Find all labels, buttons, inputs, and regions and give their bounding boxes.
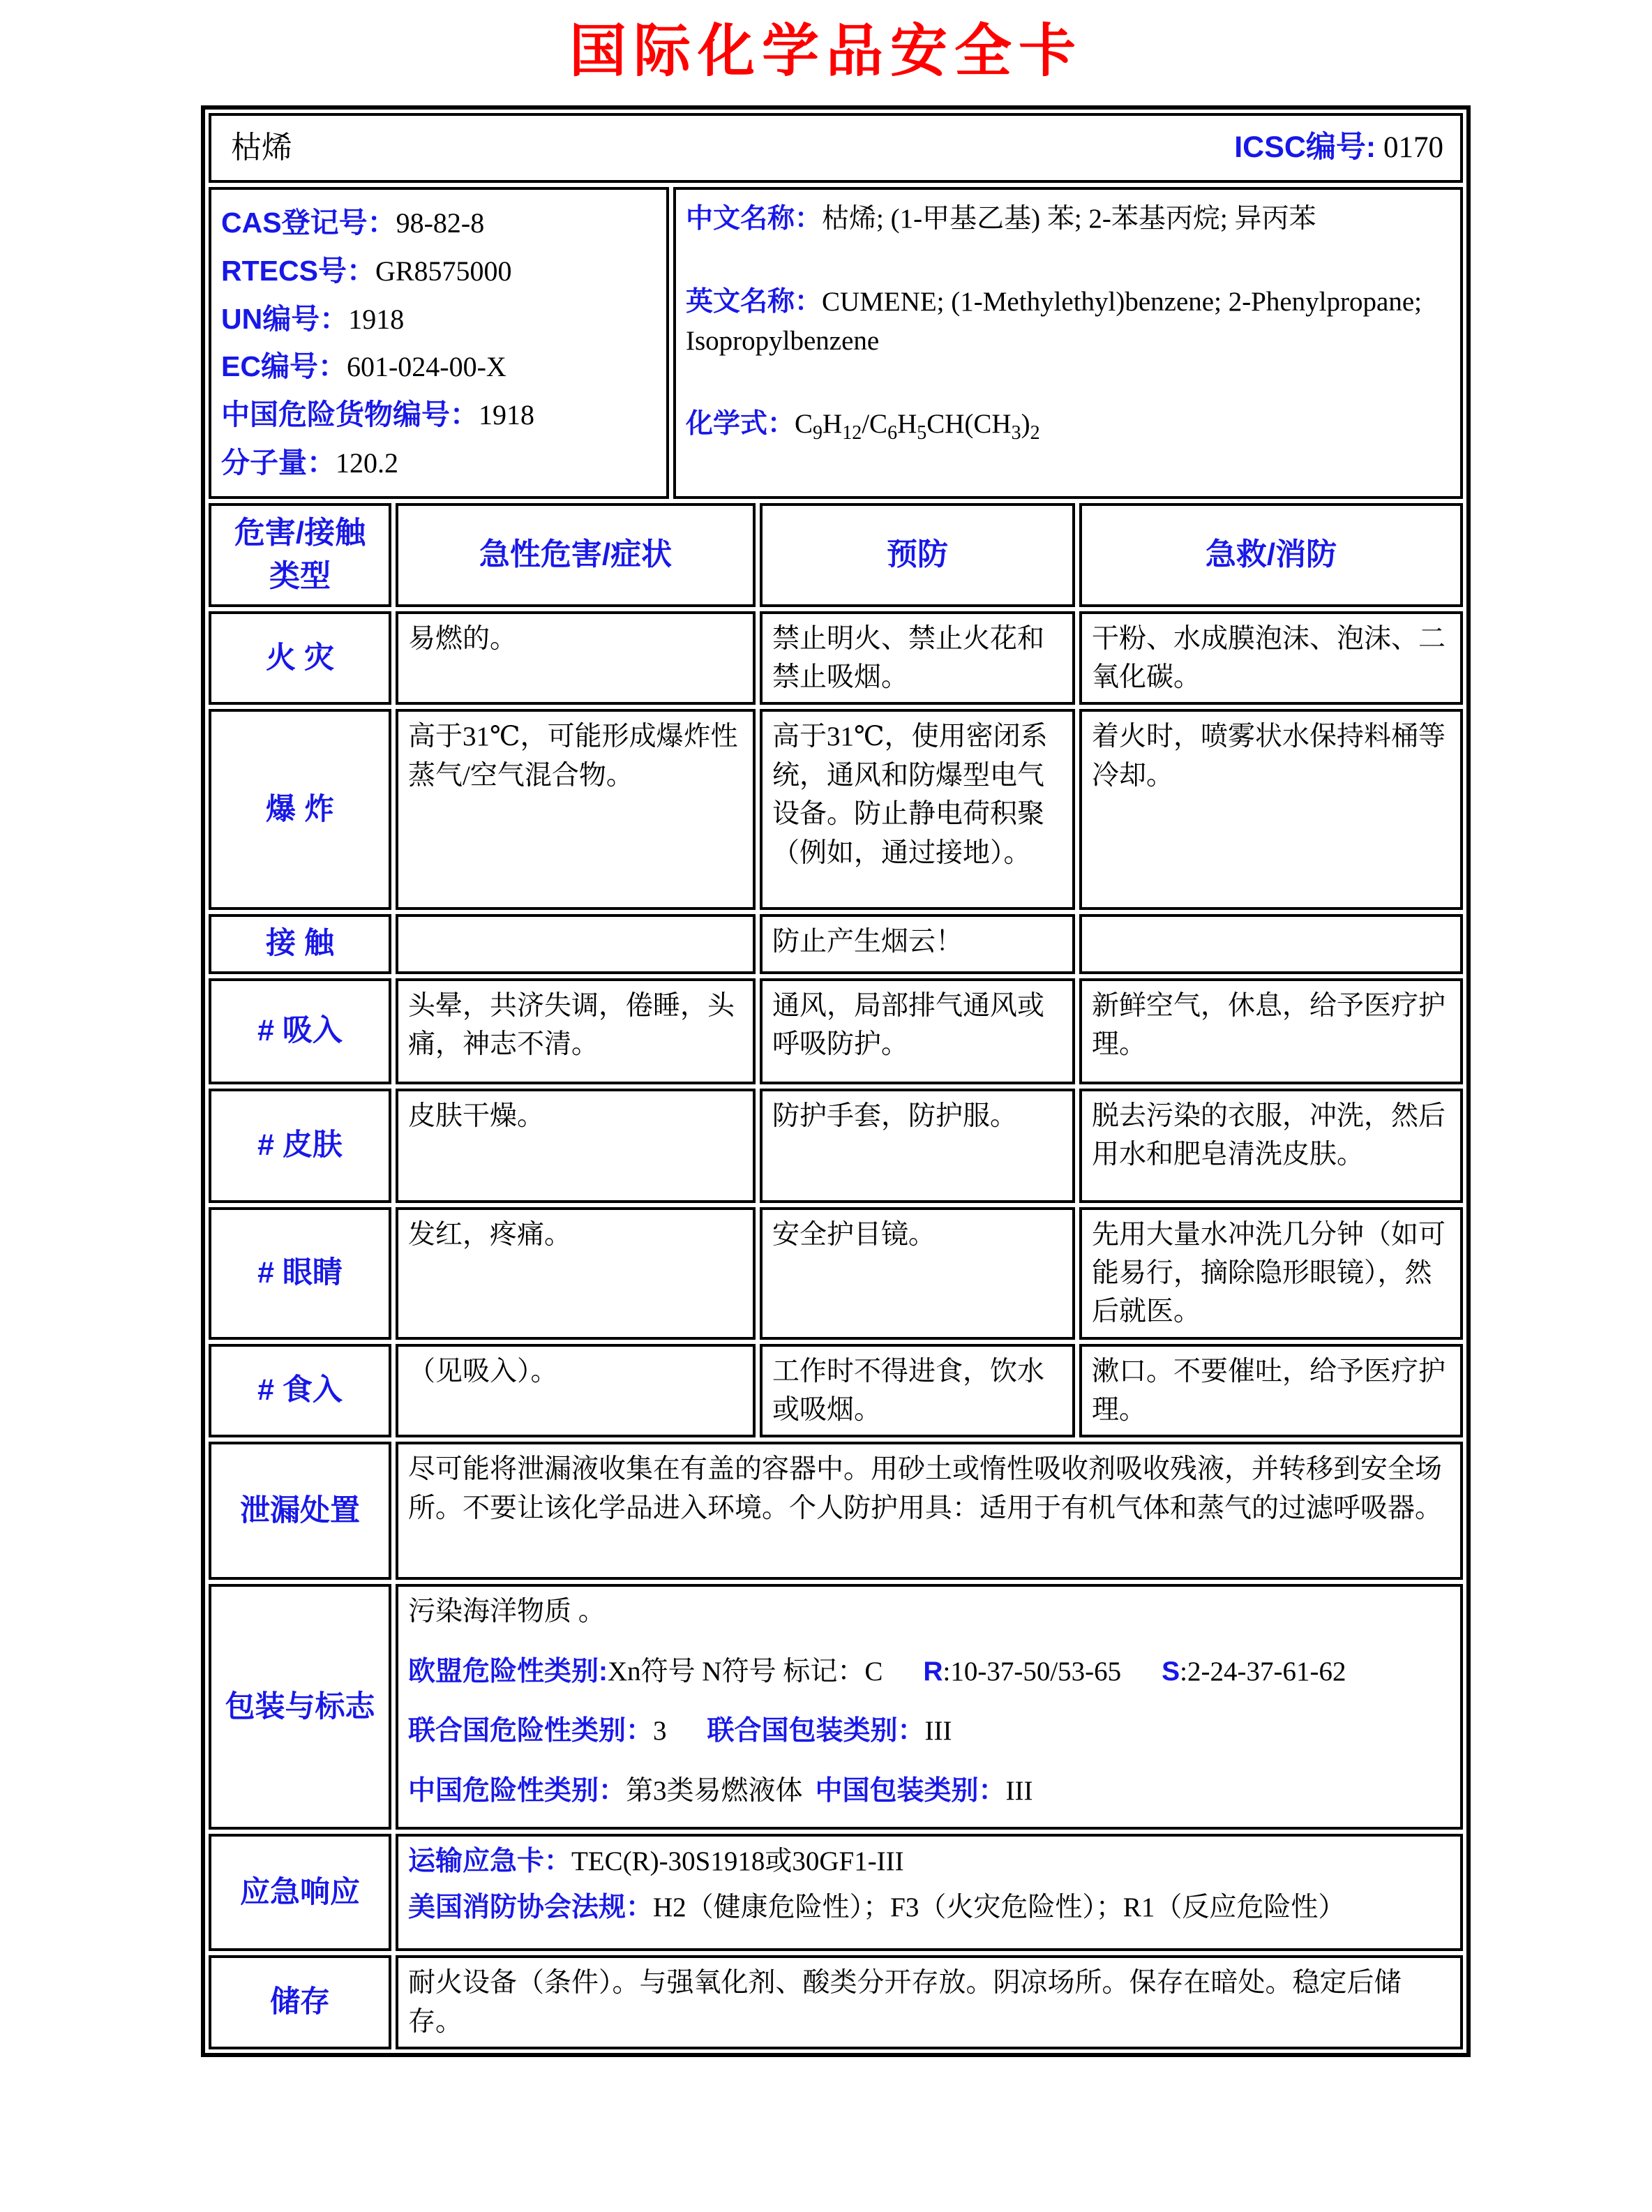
row-label-spillage: 泄漏处置 [209, 1442, 391, 1580]
un-line [221, 299, 656, 340]
row-label-storage: 储存 [209, 1955, 391, 2049]
rtecs-value: GR8575000 [375, 255, 512, 287]
fire-symptoms: 易燃的。 [396, 611, 756, 705]
un-classification-line [408, 1712, 1450, 1750]
formula-label: 化学式： [686, 409, 795, 440]
hazard-table [209, 503, 1463, 2049]
cas-value: 98-82-8 [396, 207, 485, 239]
english-name-label: 英文名称： [686, 287, 823, 317]
cn-dangerous-goods-label: 中国危险货物编号： [221, 398, 479, 431]
marine-pollutant: 污染海洋物质 。 [408, 1597, 606, 1627]
identifiers-cell [209, 187, 669, 499]
inhalation-symptoms: 头晕，共济失调，倦睡，头痛，神志不清。 [396, 978, 756, 1084]
ingestion-prevention: 工作时不得进食，饮水或吸烟。 [760, 1344, 1075, 1438]
cn-pack-label: 中国包装类别： [815, 1775, 1006, 1806]
names-cell [673, 187, 1463, 499]
eyes-response: 先用大量水冲洗几分钟（如可能易行，摘除隐形眼镜），然后就医。 [1079, 1207, 1463, 1340]
formula-sub: 5 [917, 421, 927, 444]
cas-label: CAS登记号： [221, 207, 396, 239]
emergency-content [396, 1834, 1463, 1951]
icsc-label: ICSC编号: [1234, 130, 1376, 165]
hazard-header-symptoms: 急性危害/症状 [396, 503, 756, 607]
formula-part: H [823, 409, 843, 440]
formula-part: C [795, 409, 813, 440]
un-pack-value: III [924, 1716, 952, 1747]
row-label-emergency: 应急响应 [209, 1834, 391, 1951]
r-phrases-value: :10-37-50/53-65 [943, 1656, 1122, 1687]
packaging-content [396, 1584, 1463, 1830]
chinese-name-value: 枯烯; (1-甲基乙基) 苯; 2-苯基丙烷; 异丙苯 [822, 204, 1316, 234]
formula-sub: 12 [842, 421, 862, 444]
un-label: UN编号： [221, 302, 349, 335]
inhalation-response: 新鲜空气，休息，给予医疗护理。 [1079, 978, 1463, 1084]
formula-sub: 6 [887, 421, 898, 444]
eu-class-value: Xn符号 N符号 标记：C [608, 1656, 883, 1687]
eyes-prevention: 安全护目镜。 [760, 1207, 1075, 1340]
row-label-packaging: 包装与标志 [209, 1584, 391, 1830]
tec-line [408, 1842, 1450, 1881]
storage-text: 耐火设备（条件）。与强氧化剂、酸类分开存放。阴凉场所。保存在暗处。稳定后储存。 [396, 1955, 1463, 2049]
cn-dangerous-goods-line [221, 394, 656, 435]
hazard-header-type: 危害/接触类型 [209, 503, 391, 607]
formula-part: H [897, 409, 917, 440]
explosion-response: 着火时，喷雾状水保持料桶等冷却。 [1079, 709, 1463, 910]
contact-response [1079, 914, 1463, 973]
icsc-number-group: ICSC编号: 0170 [1234, 130, 1443, 165]
ingestion-symptoms: （见吸入）。 [396, 1344, 756, 1438]
formula-line [686, 405, 1450, 447]
r-phrases-label: R [923, 1656, 943, 1687]
molecular-weight-line [221, 442, 656, 484]
molecular-weight-value: 120.2 [336, 447, 398, 479]
card-header-section [209, 113, 1463, 183]
cn-class-label: 中国危险性类别： [408, 1775, 626, 1806]
spillage-text: 尽可能将泄漏液收集在有盖的容器中。用砂土或惰性吸收剂吸收残液，并转移到安全场所。不要让该化学品进入环境。个人防护用具：适用于有机气体和蒸气的过滤呼吸器。 [396, 1442, 1463, 1580]
row-label-eyes: # 眼睛 [209, 1207, 391, 1340]
contact-symptoms [396, 914, 756, 973]
icsc-card [201, 105, 1471, 2057]
hazard-header-prevention: 预防 [760, 503, 1075, 607]
nfpa-label: 美国消防协会法规： [408, 1892, 654, 1922]
page-title: 国际化学品安全卡 [569, 17, 1083, 84]
formula-part: CH(CH [926, 409, 1012, 440]
cn-dangerous-goods-value: 1918 [479, 399, 534, 431]
marine-pollutant-line [408, 1592, 1450, 1631]
cn-pack-value: III [1005, 1775, 1033, 1806]
row-label-explosion: 爆 炸 [209, 709, 391, 910]
chinese-name-line [686, 200, 1450, 238]
english-name-value: CUMENE; (1-Methylethyl)benzene; 2-Phenylpropane; Isopropylbenzene [686, 287, 1436, 356]
card-header-row [209, 113, 1463, 183]
un-class-value: 3 [653, 1716, 667, 1747]
rtecs-label: RTECS号： [221, 254, 375, 287]
un-class-label: 联合国危险性类别： [408, 1716, 654, 1747]
molecular-weight-label: 分子量： [221, 446, 336, 479]
row-label-fire: 火 灾 [209, 611, 391, 705]
s-phrases-label: S [1162, 1656, 1180, 1687]
skin-prevention: 防护手套，防护服。 [760, 1089, 1075, 1203]
cn-class-value: 第3类易燃液体 [626, 1775, 803, 1806]
tec-value: TEC(R)-30S1918或30GF1-III [571, 1846, 904, 1877]
cas-line [221, 202, 656, 244]
ec-line [221, 346, 656, 387]
un-pack-label: 联合国包装类别： [707, 1716, 925, 1747]
eu-classification-line [408, 1652, 1450, 1691]
inhalation-prevention: 通风，局部排气通风或呼吸防护。 [760, 978, 1075, 1084]
row-label-inhalation: # 吸入 [209, 978, 391, 1084]
row-label-ingestion: # 食入 [209, 1344, 391, 1438]
eu-class-label: 欧盟危险性类别: [408, 1656, 608, 1687]
icsc-number [1376, 131, 1383, 164]
cn-classification-line [408, 1772, 1450, 1810]
s-phrases-value: :2-24-37-61-62 [1180, 1656, 1346, 1687]
un-value: 1918 [348, 303, 405, 335]
explosion-prevention: 高于31℃，使用密闭系统，通风和防爆型电气设备。防止静电荷积聚（例如，通过接地）。 [760, 709, 1075, 910]
contact-prevention: 防止产生烟云！ [760, 914, 1075, 973]
fire-response: 干粉、水成膜泡沫、泡沫、二氧化碳。 [1079, 611, 1463, 705]
nfpa-line [408, 1888, 1450, 1927]
chinese-name-label: 中文名称： [686, 204, 823, 234]
identification-section [209, 187, 1463, 499]
substance-name: 枯烯 [231, 130, 292, 165]
formula-part: /C [862, 409, 888, 440]
row-label-contact: 接 触 [209, 914, 391, 973]
ec-value: 601-024-00-X [346, 351, 506, 383]
hazard-header-firstaid: 急救/消防 [1079, 503, 1463, 607]
nfpa-value: H2（健康危险性）；F3（火灾危险性）；R1（反应危险性） [653, 1892, 1346, 1922]
formula-part: ) [1021, 409, 1030, 440]
skin-response: 脱去污染的衣服，冲洗，然后用水和肥皂清洗皮肤。 [1079, 1089, 1463, 1203]
explosion-symptoms: 高于31℃，可能形成爆炸性蒸气/空气混合物。 [396, 709, 756, 910]
rtecs-line [221, 251, 656, 292]
formula-sub: 2 [1030, 421, 1040, 444]
english-name-line [686, 283, 1450, 360]
formula-sub: 9 [813, 421, 823, 444]
eyes-symptoms: 发红，疼痛。 [396, 1207, 756, 1340]
tec-label: 运输应急卡： [408, 1846, 572, 1877]
ec-label: EC编号： [221, 350, 347, 383]
fire-prevention: 禁止明火、禁止火花和禁止吸烟。 [760, 611, 1075, 705]
row-label-skin: # 皮肤 [209, 1089, 391, 1203]
formula-sub: 3 [1011, 421, 1021, 444]
ingestion-response: 漱口。不要催吐，给予医疗护理。 [1079, 1344, 1463, 1438]
chemical-formula [795, 409, 1040, 444]
skin-symptoms: 皮肤干燥。 [396, 1089, 756, 1203]
